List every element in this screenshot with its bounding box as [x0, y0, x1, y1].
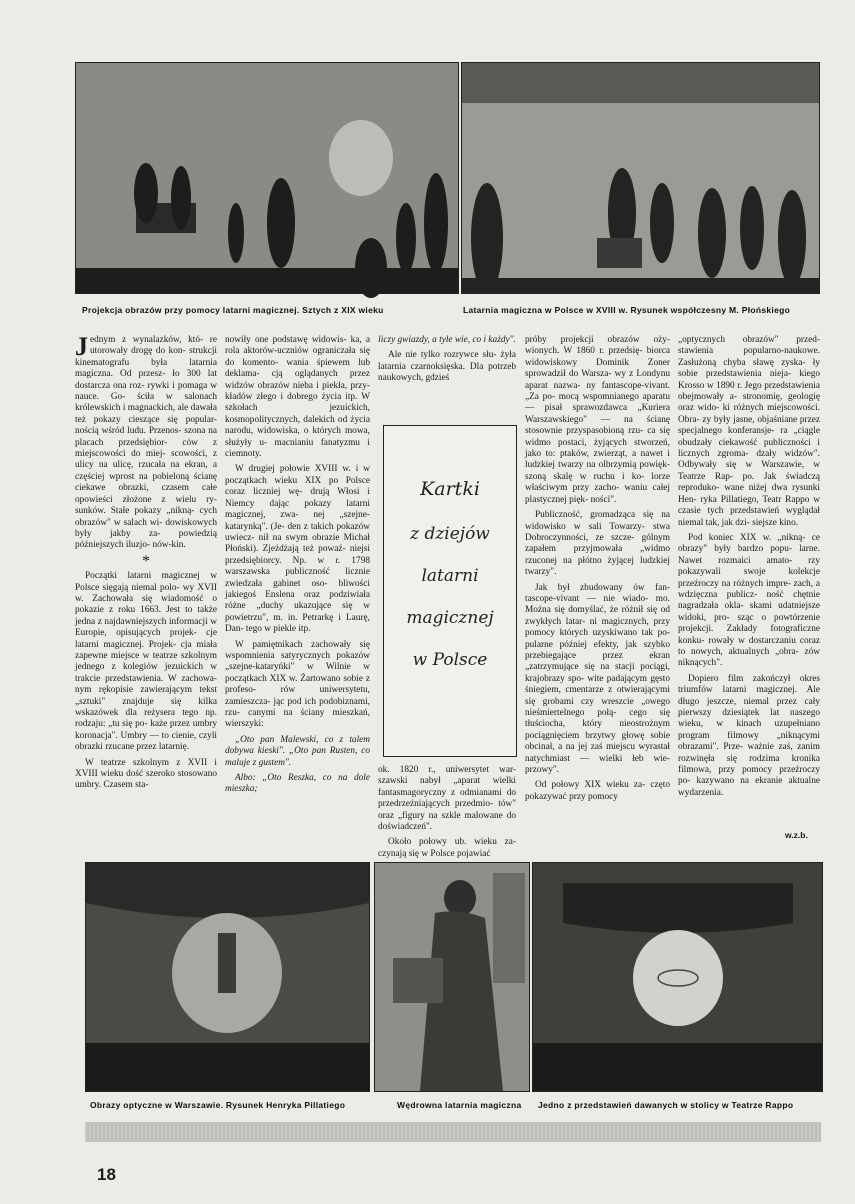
col3-verse: liczy gwiazdy, a tyle wie, co i każdy".	[378, 335, 516, 345]
author-signature: w.z.b.	[785, 830, 808, 840]
title-line-4: magicznej	[406, 608, 494, 628]
article-column-2	[225, 335, 370, 845]
col5-paragraph-1: „optycznych obrazów" przed- stawienia popularno-naukowe. Zasłużoną chyba sławę zyska- ły sobie przedstawienia nieja- kiego Krosso w 1890 r. Jego przedstawienia obejmowały a- stronomię, geologię oraz wido- ki różnych miejscowości. Obra- zy były jasne, objaśniane przez specjalnego konferansje- ra „ciągle obudzały ciekawość publiczności i licznych zgroma- dzały widzów". Odbywały się w Warszawie, w Teatrze Rap- po. Jak świadczą reproduko- wane niżej dwa rysunki Hen- ryka Pillatiego, Teatr Rappo w czasie tych przedstawień wyglądał niemal tak, jak dzi- siejsze kino.	[678, 335, 820, 528]
page-number: 18	[97, 1165, 116, 1184]
col3-paragraph-2: Ale nie tylko rozrywce słu- żyła latarnia czarnoksięska. Dla potrzeb naukowych, gdzieś	[378, 350, 516, 384]
drawing-magic-lantern-in-poland	[461, 62, 820, 294]
col2-paragraph-1: nowiły one podstawę widowis- ka, a rola aktorów-uczniów ograniczała się do komento- wania śpiewem lub deklama- cją oglądanych przez widzów obrazów nieba i piekła, przy- kładów złego i dobrego życia itp. W szkołach jezuickich, kosmopolitycznych, dalekich od życia narodu, widowiska, o których mowa, służyły u- macnianiu fanatyzmu i ciemnoty.	[225, 335, 370, 460]
title-line-1: Kartki	[420, 478, 480, 500]
caption-top-left: Projekcja obrazów przy pomocy latarni magicznej. Sztych z XIX wieku	[82, 305, 384, 315]
article-column-4	[525, 335, 670, 845]
col5-paragraph-2: Pod koniec XIX w. „nikną- ce obrazy" były bardzo popu- larne. Nawet rozmaici amato- rzy pokazywali swoje kolekcje przeźroczy na różnych impre- zach, a wdzięczna publicz- ność chętnie nagradzała okla- skami udatniejsze widoki, pro- sząc o powtórzenie projekcji. Zakłady fotograficzne konku- rowały w dostarczaniu coraz to nowych, aktualnych „obra- zów niknących".	[678, 532, 820, 669]
article-column-1	[75, 332, 217, 845]
title-line-5: w Polsce	[412, 650, 488, 670]
section-star: *	[142, 552, 150, 570]
col1-paragraph-2: Początki latarni magicznej w Polsce sięgają niemal polo- wy XVII w. Zachowała się wiadomość o pokazie z roku 1663. Jest to także jedna z najdawniejszych informacji w Europie, opisujących projek- cje latarni magicznej. Projek- cja miała zapewne miejsce w teatrze szkolnym jednego z kolegiów jezuickich w trakcie przedstawienia. W zachowa- nym rękopisie zawierającym tekst „sztuki" znajduje się kilka wskazówek dla reżysera tego np. rodzaju: „tu się po- każe przez umbry koronacja". Umbry — to cienie, czyli obrazki rzucane przez latarnię.	[75, 571, 217, 753]
col4-paragraph-4: Od połowy XIX wieku za- częto pokazywać przy pomocy	[525, 780, 670, 802]
rappo-theatre-illustration	[533, 863, 822, 1091]
title-line-3: latarni	[421, 566, 479, 586]
col3-paragraph-4: Około połowy ub. wieku za- czynają się w Polsce pojawiać	[378, 837, 516, 859]
article-title-box	[383, 425, 517, 757]
col2-verse-1: „Oto pan Malewski, co z talem dobywa kieski". „Oto pan Rusten, co maluje z gustem".	[225, 734, 370, 768]
title-line-2: z dziejów	[410, 524, 490, 544]
caption-bottom-middle: Wędrowna latarnia magiczna	[397, 1100, 522, 1110]
col2-verse-2: Albo: „Oto Reszka, co na dole mieszka;	[225, 773, 370, 795]
optical-pictures-illustration	[86, 863, 369, 1091]
caption-top-right: Latarnia magiczna w Polsce w XVIII w. Rysunek współczesny M. Płońskiego	[463, 305, 791, 315]
col5-paragraph-3: Dopiero film zakończył okres triumfów latarni magicznej. Ale długo jeszcze, niemal przez cały pierwszy dziesiątek lat naszego wieku, w kinach uzupełniano program filmowy „niknącymi obrazami". Prze- ważnie zaś, zanim rozwinęła się rodzima kronika filmowa, przy pomocy przeźroczy po- kazywano na ekranie aktualne wydarzenia.	[678, 673, 820, 798]
caption-bottom-right: Jedno z przedstawień dawanych w stolicy w Teatrze Rappo	[538, 1100, 794, 1110]
article-column-5	[678, 335, 820, 825]
wandering-lantern-illustration	[375, 863, 529, 1091]
decorative-bottom-bar	[85, 1122, 821, 1142]
drawing-optical-pictures-warsaw	[85, 862, 370, 1092]
article-column-3-bottom	[378, 765, 516, 859]
col4-paragraph-3: Jak był zbudowany ów fan- tascope-vivant — nie wiado- mo. Można się domyślać, że różnił się od zwykłych latar- ni magicznych, przy pomocy których uzyskiwano tak po- pularne później efekty, jak szybko przebiegające przez ekran „zatrzymujące się na stacji pociągi, krajobrazy spo- wite padającym gęsto śniegiem, cmentarze z otwierającymi się grobami czy wreszcie „owego nieśmiertelnego połą- cego się tłuściocha, który nieostrożnym pociągnięciem brzytwy głowę sobie obcinał, a na jej zaś miejscu wyrastał natychmiast — wielki łeb wie- przowy".	[525, 582, 670, 776]
drop-cap: J	[75, 332, 88, 361]
col1-paragraph-3: W teatrze szkolnym z XVII i XVIII wieku dość szeroko stosowano umbry. Czasem sta-	[75, 757, 217, 791]
article-column-3-top	[378, 335, 516, 415]
col1-paragraph-1: ednym z wynalazków, któ- re utorowały drogę do kon- strukcji kinematografu była latarnia magiczna. Od przesz- ło 300 lat dostarcza ona roz- rywki i pomaga w nauce. Go- ściła w salonach królewskich i magnackich, ale dawała też pokazy cieszące się popular- nością wśród ludu. Przenos- szona na placach przedsiębior- ców z miejscowości do miej- scowości, z ulicy na ulicę, rzucała na ekran, a częściej wprost na pobieloną ścianę ciekawe obrazki, czasem całe opowieści złożone z wielu ry- sunków. Stałe pokazy „nikną- cych obrazów" w salach wi- dowiskowych były jakby za- powiedzią późniejszych iluzjo- nów-kin.	[75, 335, 217, 551]
col4-paragraph-2: Publiczność, gromadząca się na widowisko w sali Towarzy- stwa Dobroczynności, ze szcze- gólnym zapałem przyjmowała „widmo rzuconej na płótno żyjącej ludzkiej twarzy".	[525, 510, 670, 578]
col4-paragraph-1: próby projekcji obrazów oży- wionych. W 1860 r. przedsię- biorca widowiskowy Dominik Zoner sprowadził do Warsza- wy z Londynu aparat nazwa- ny fantascope-vivant. „Za po- mocą wspomnianego aparatu— pisał sprawozdawca „Kuriera Warszawskiego" — na ścianę stosownie przyspasobioną rzu- ca się widmo postaci, żyjących stworzeń, jako to: ptaków, zwierząt, a nawet i ludzkiej twarzy na olbrzymią powięk- szoną skalę w ruchu i ko- lorze właściwym przy zacho- waniu całej plastycznej pięk- ności".	[525, 335, 670, 505]
engraving-illustration	[76, 63, 458, 293]
col3-paragraph-3: ok. 1820 r., uniwersytet war- szawski nabył „aparat wielki fantasmagoryczny z odmianami do przedrzeźniających przedmio- tów" oraz „figury na szkle malowane do doświadczeń".	[378, 765, 516, 833]
caption-bottom-left: Obrazy optyczne w Warszawie. Rysunek Henryka Pillatiego	[90, 1100, 346, 1110]
col2-paragraph-3: W pamiętnikach zachowały się wspomnienia satyrycznych pokazów „szejne-kataryńki" w Wilnie w początkach XIX w. Żartowano sobie z profeso- rów uniwersytetu, zamieszcza- jąc pod ich podobiznami, rzu- canymi na ściany mieszkań, wierszyki:	[225, 639, 370, 730]
col2-paragraph-2: W drugiej połowie XVIII w. i w początkach wieku XIX po Polsce coraz liczniej wę- drują Włosi i Niemcy dając pokazy latarni magicznej, zwa- nej „szejne-katarynką". (Je- den z takich pokazów uwiecz- nił na swym obrazie Michał Płoński). Zjeżdżają też powaź- niejsi przedsiębiorcy. Np. w r. 1798 warszawska publiczność licznie zwiedzała gabinet oso- bliwości jakiegoś Enslena oraz podziwiała różne „duchy ukazujące się w powietrzu", m. in. Petrarkę i Laurę, Dan- tego w piekle itp.	[225, 464, 370, 635]
drawing-wandering-magic-lantern	[374, 862, 530, 1092]
engraving-magic-lantern-projection	[75, 62, 459, 294]
drawing-rappo-theatre-show	[532, 862, 823, 1092]
drawing-illustration	[462, 63, 819, 293]
